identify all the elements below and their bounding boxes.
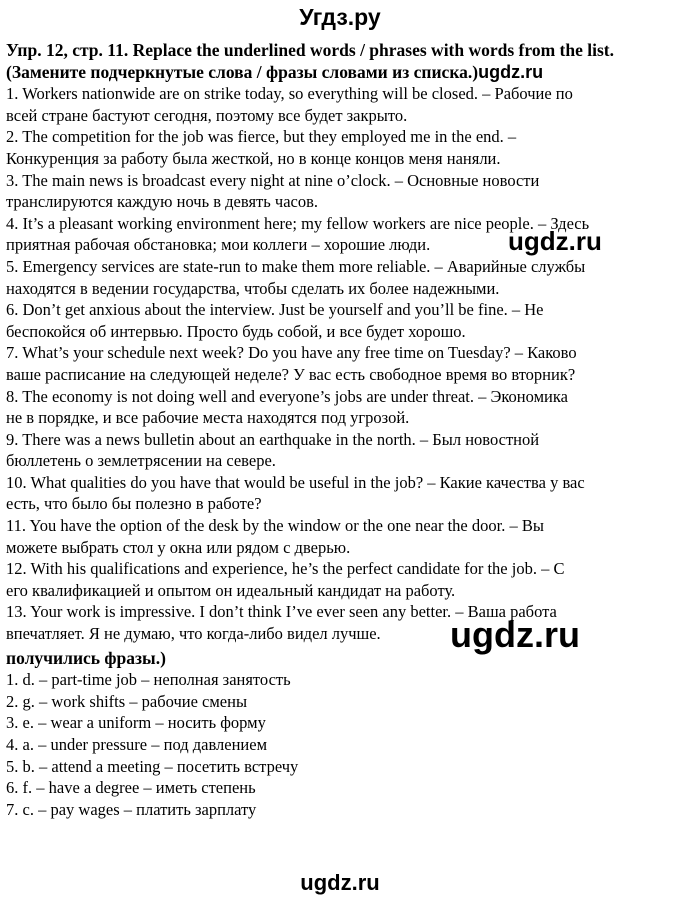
site-title: Угдз.ру xyxy=(299,4,381,30)
list-item: 1. d. – part-time job – неполная занятость xyxy=(6,670,291,690)
exercise-12-items xyxy=(6,83,666,644)
heading-line: Упр. 12, стр. 11. Replace the underlined words / phrases with words from the list. xyxy=(6,40,614,60)
text-line: 3. The main news is broadcast every night at nine o’clock. – Основные новости xyxy=(6,170,540,190)
text-line: 11. You have the option of the desk by the window or the one near the door. – Вы xyxy=(6,516,544,536)
text-line: 12. With his qualifications and experience, he’s the perfect candidate for the job. – С xyxy=(6,559,565,579)
list-item: 5. b. – attend a meeting – посетить встречу xyxy=(6,756,299,776)
watermark: ugdz.ru xyxy=(508,226,602,256)
list-item: 2. g. – work shifts – рабочие смены xyxy=(6,691,248,711)
text-line: 2. The competition for the job was fierce, but they employed me in the end. – xyxy=(6,127,517,147)
heading-line: (Замените подчеркнутые слова / фразы словами из списка.)ugdz.ru xyxy=(6,61,544,82)
watermark: ugdz.ru xyxy=(450,614,580,655)
text-line: 10. What qualities do you have that would be useful in the job? – Какие качества у вас xyxy=(6,472,585,492)
list-item: 7. c. – pay wages – платить зарплату xyxy=(6,799,257,819)
text-line: 5. Emergency services are state-run to make them more reliable. – Аварийные службы xyxy=(6,256,586,276)
text-line: 7. What’s your schedule next week? Do you have any free time on Tuesday? – Каково xyxy=(6,343,577,363)
heading-line: получились фразы.) xyxy=(6,647,166,668)
list-item: 3. e. – wear a uniform – носить форму xyxy=(6,713,266,733)
list-item: 6. f. – have a degree – иметь степень xyxy=(6,778,256,798)
text-line: есть, что было бы полезно в работе? xyxy=(6,494,262,514)
text-line: 13. Your work is impressive. I don’t think I’ve ever seen any better. – Ваша работа xyxy=(6,602,557,622)
text-line: ваше расписание на следующей неделе? У вас есть свободное время во вторник? xyxy=(6,364,576,384)
list-item: 4. a. – under pressure – под давлением xyxy=(6,735,268,754)
exercise-12-heading xyxy=(6,40,666,83)
text-line: бюллетень о землетрясении на севере. xyxy=(6,451,276,471)
text-line: Конкуренция за работу была жесткой, но в конце концов меня наняли. xyxy=(6,148,501,168)
text-line: впечатляет. Я не думаю, что когда-либо видел лучше. xyxy=(6,624,381,644)
text-line: 4. It’s a pleasant working environment here; my fellow workers are nice people. – Здесь xyxy=(6,213,590,233)
footer-watermark: ugdz.ru xyxy=(300,870,380,895)
exercise-13-items xyxy=(6,669,666,820)
text-line: 1. Workers nationwide are on strike today, so everything will be closed. – Рабочие по xyxy=(6,84,573,104)
text-line: его квалификацией и опытом он идеальный кандидат на работу. xyxy=(6,580,456,600)
document-body xyxy=(6,40,666,820)
watermark-inline: ugdz.ru xyxy=(478,61,544,82)
text-line: 9. There was a news bulletin about an earthquake in the north. – Был новостной xyxy=(6,429,540,449)
text-line: находятся в ведении государства, чтобы сделать их более надежными. xyxy=(6,278,500,298)
text-line: 6. Don’t get anxious about the interview. Just be yourself and you’ll be fine. – Не xyxy=(6,300,544,320)
text-line: транслируются каждую ночь в девять часов. xyxy=(6,192,319,212)
text-line: всей стране бастуют сегодня, поэтому все будет закрыто. xyxy=(6,105,408,125)
text-line: беспокойся об интервью. Просто будь собой, и все будет хорошо. xyxy=(6,321,466,341)
text-line: 8. The economy is not doing well and everyone’s jobs are under threat. – Экономика xyxy=(6,386,568,406)
text-line: не в порядке, и все рабочие места находятся под угрозой. xyxy=(6,408,410,428)
text-line: можете выбрать стол у окна или рядом с дверью. xyxy=(6,537,351,557)
text-line: приятная рабочая обстановка; мои коллеги – хорошие люди. xyxy=(6,235,431,255)
